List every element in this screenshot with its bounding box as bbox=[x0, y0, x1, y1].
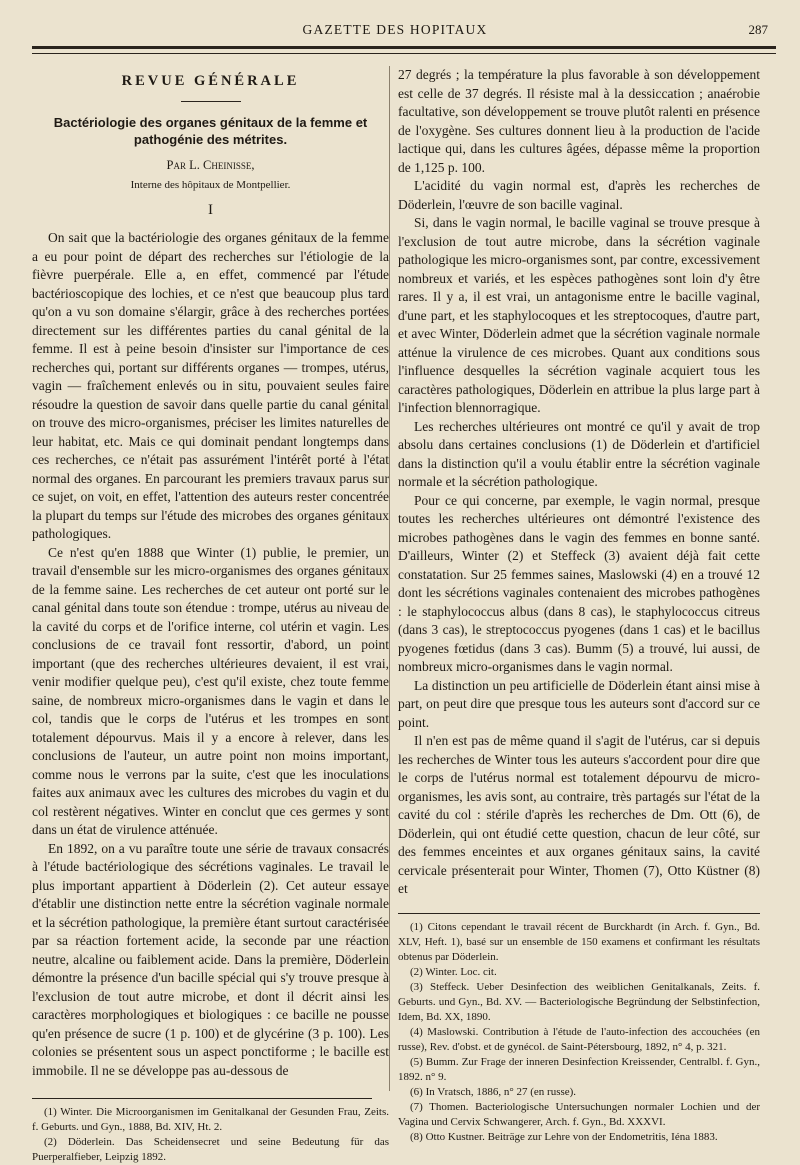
byline: Par L. Cheinisse, bbox=[166, 157, 255, 172]
paragraph: Si, dans le vagin normal, le bacille vaginal se trouve presque à l'exclusion de tout autre microbe, dans la sécrétion vaginale pathologique les micro-organismes sont, par contre, excessivement nombreux et variés, et les espèces pathogènes sont loin d'y être rares. Il y a, il est vrai, un antagonisme entre le bacille vaginal, d'une part, et les staphylocoques et les streptocoques, d'autre part, et avec Winter, Döderlein admet que la sécrétion vaginale normale atténue la virulence de ces microbes. Quant aux conditions sous l'influence desquelles la sécrétion vaginale acquiert tous les caractères pathologiques, Döderlein en attribue la plus large part à l'infection blennorragique. bbox=[398, 215, 760, 415]
running-title: GAZETTE DES HOPITAUX bbox=[302, 22, 488, 37]
section-title: REVUE GÉNÉRALE bbox=[121, 73, 300, 89]
paragraph: La distinction un peu artificielle de Döderlein étant ainsi mise à part, on peut dire que presque tous les auteurs sont d'accord sur ce point. bbox=[398, 677, 760, 730]
paragraph: Ce n'est qu'en 1888 que Winter (1) publie, le premier, un travail d'ensemble sur les micro-organismes des organes génitaux de la femme saine. Les recherches de cet auteur ont porté sur le canal génital dans toute son étendue : trompe, utérus au niveau de la cavité du corps et de l'orifice interne, col utérin et vagin. Les conclusions de ce travail font ressortir, d'abord, un point important (que des recherches ultérieures devaient, il est vrai, venir modifier quelque peu), c'est qu'il existe, chez toute femme saine, de nombreux micro-organismes dans le vagin et dans le col, tandis que le corps de l'utérus et les trompes en sont totalement dépourvus. Mais il y a encore à relever, dans les conclusions de l'auteur, un autre point non moins important, comme nous le verrons par la suite, c'est que les inoculations faites aux animaux avec les cultures des microbes du vagin et du col restèrent négatives. Winter en conclut que ces germes y sont dans un état de virulence atténuée. bbox=[32, 544, 389, 837]
left-column bbox=[32, 66, 389, 1165]
paragraph: L'acidité du vagin normal est, d'après les recherches de Döderlein, l'œuvre de son bacille vaginal. bbox=[398, 178, 760, 212]
footnote: (5) Bumm. Zur Frage der inneren Desinfection Kreissender, Centralbl. f. Gyn., 1892. n° 9. bbox=[398, 1055, 760, 1083]
footnote: (7) Thomen. Bacteriologische Untersuchungen normaler Lochien und der Vagina und Cervix Schwangerer, Arch. f. Gyn., Bd. XXXVI. bbox=[398, 1100, 760, 1128]
footnote: (6) In Vratsch, 1886, n° 27 (en russe). bbox=[410, 1085, 577, 1098]
footnote: (8) Otto Kustner. Beiträge zur Lehre von der Endometritis, Iéna 1883. bbox=[410, 1130, 718, 1143]
paragraph: On sait que la bactériologie des organes génitaux de la femme a eu pour point de départ des recherches sur l'étiologie de la fièvre puerpérale. Elle a, en effet, commencé par l'étude bactérioscopique des lochies, et ce n'est que beaucoup plus tard qu'on a vu son domaine s'élargir, grâce à des recherches portées directement sur les différentes parties du canal génital de la femme. Il est à peine besoin d'insister sur l'importance de ces recherches qui, portant sur différents organes — trompes, utérus, vagin — fraîchement enlevés ou in situ, pouvaient seules faire résoudre la question de savoir dans quelle partie du canal génital on trouve des micro-organismes, préciser les limites naturelles de leur habitat, etc. Mais ce qui dominait pendant longtemps dans ces recherches, ce n'était pas assurément l'intérêt porté à l'état normal des organes. En parcourant les premiers travaux parus sur ce sujet, on voit, en effet, l'attention des auteurs rester concentrée la plupart du temps sur l'étude des microbes des organes génitaux pathologiques. bbox=[32, 230, 389, 541]
paragraph: En 1892, on a vu paraître toute une série de travaux consacrés à l'étude bactériologique des sécrétions vaginales. Le travail le plus important appartient à Döderlein (2). Cet auteur essaye d'établir une distinction nette entre la sécrétion vaginale normale et la sécrétion pathologique, la première étant surtout caractérisée par sa réaction fortement acide, la seconde par une réaction neutre, alcaline ou faiblement acide. Dans la première, Döderlein démontre la présence d'un bacille spécial qui s'y trouve presque à l'exclusion de tout autre microbe, et dont il décrit ainsi les caractères morphologiques et biologiques : ce bacille ne pousse qu'en présence de sucre (1 p. 100) et de glycérine (3 p. 100). Les colonies se présentent sous un aspect ponctiforme ; le bacille est immobile. Il ne se développe pas au-dessous de bbox=[32, 840, 389, 1078]
paragraph: 27 degrés ; la température la plus favorable à son développement est celle de 37 degrés. Il résiste mal à la dessiccation ; anaérobie facultative, son développement se trouve plutôt ralenti en présence de l'oxygène. Ses cultures donnent lieu à la production de l'acide lactique qui, dans les cultures âgées, dépasse même la proportion de 1,125 p. 100. bbox=[398, 67, 760, 175]
footnote: (2) Winter. Loc. cit. bbox=[410, 965, 497, 978]
article-title: Bactériologie des organes génitaux de la femme et pathogénie des métrites. bbox=[53, 114, 368, 147]
footnote: (2) Döderlein. Das Scheidensecret und seine Bedeutung für das Puerperalfieber, Leipzig 1892. bbox=[32, 1136, 389, 1163]
right-column bbox=[398, 66, 760, 1145]
footnote-separator bbox=[398, 913, 760, 914]
footnote: (1) Citons cependant le travail récent de Burckhardt (in Arch. f. Gyn., Bd. XLV, Heft. 1), basé sur un ensemble de 150 examens et confirmant les résultats obtenus par Döderlein. bbox=[398, 920, 760, 963]
footnote-separator bbox=[32, 1098, 372, 1099]
paragraph: Pour ce qui concerne, par exemple, le vagin normal, presque toutes les recherches ultérieures ont démontré l'existence des microbes pathogènes dans le vagin des femmes en bonne santé. D'ailleurs, Winter (2) et Steffeck (3) avaient déjà fait cette constatation. Sur 25 femmes saines, Maslowski (4) en a trouvé 12 dont les sécrétions vaginales contenaient des microbes pathogènes : le staphylococcus albus (dans 8 cas), le staphylococcus citreus (dans 3 cas), le streptococcus pyogenes (dans 1 cas) et le bacillus pyogenes fœtidus (dans 3 cas). Bumm (5) a trouvé, lui aussi, de nombreux micro-organismes dans le vagin normal. bbox=[398, 492, 760, 674]
page-number: 287 bbox=[748, 22, 768, 37]
header-rule-thin bbox=[32, 53, 776, 54]
title-rule bbox=[181, 101, 241, 102]
footnote: (4) Maslowski. Contribution à l'étude de l'auto-infection des accouchées (en russe), Rev. d'obst. et de gynécol. de Saint-Pétersbourg, 1892, n° 4, p. 321. bbox=[398, 1025, 760, 1053]
header-rule-thick bbox=[32, 46, 776, 49]
author-affiliation: Interne des hôpitaux de Montpellier. bbox=[130, 179, 291, 191]
paragraph: Les recherches ultérieures ont montré ce qu'il y avait de trop absolu dans certaines conclusions (1) de Döderlein et d'artificiel dans la distinction qu'il a voulu établir entre la sécrétion vaginale normale et la sécrétion pathologique. bbox=[398, 418, 760, 489]
footnote: (3) Steffeck. Ueber Desinfection des weiblichen Genitalkanals, Zeits. f. Geburts. und Gyn., Bd. XV. — Bacteriologische Begründung der Selbstinfection, Idem, Bd. XX, 1890. bbox=[398, 980, 760, 1023]
footnote: (1) Winter. Die Microorganismen im Genitalkanal der Gesunden Frau, Zeits. f. Geburts. und Gyn., 1888, Bd. XIV, Ht. 2. bbox=[32, 1106, 389, 1133]
column-divider bbox=[389, 66, 390, 1091]
paragraph: Il n'en est pas de même quand il s'agit de l'utérus, car si depuis les recherches de Winter tous les auteurs s'accordent pour dire que le corps de l'utérus normal est totalement dépourvu de micro-organismes, les avis sont, au contraire, très partagés sur l'état de la cavité du col : stérile d'après les recherches de Dm. Ott (6), de Döderlein, qui ont étudié cette question, chacun de leur côté, sur des femmes enceintes et aux organes génitaux sains, la cavité cervicale présenterait pour Winter, Thomen (7), Otto Küstner (8) et bbox=[398, 733, 760, 896]
part-numeral: I bbox=[208, 201, 213, 218]
